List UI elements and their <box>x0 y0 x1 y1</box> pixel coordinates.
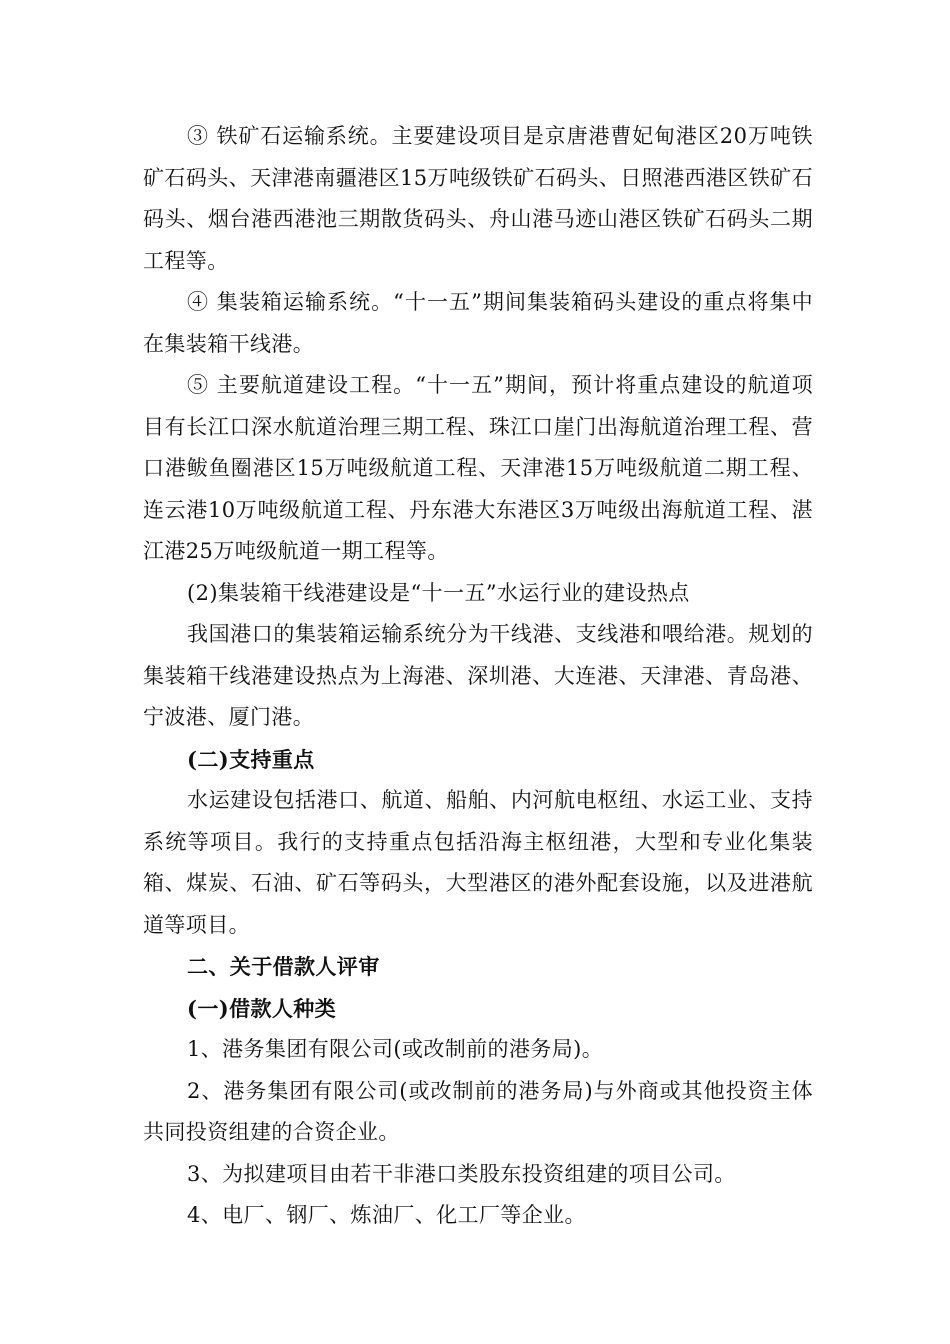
paragraph-container-hub-ports: 我国港口的集装箱运输系统分为干线港、支线港和喂给港。规划的集装箱干线港建设热点为上海港、深圳港、大连港、天津港、青岛港、宁波港、厦门港。 <box>143 622 813 729</box>
list-item-borrower-3: 3、为拟建项目由若干非港口类股东投资组建的项目公司。 <box>187 1161 736 1186</box>
document-body <box>143 116 813 1237</box>
list-item-borrower-1: 1、港务集团有限公司(或改制前的港务局)。 <box>187 1037 604 1061</box>
paragraph-container-system: ④ 集装箱运输系统。“十一五”期间集装箱码头建设的重点将集中在集装箱干线港。 <box>143 290 813 356</box>
list-item-borrower-4: 4、电厂、钢厂、炼油厂、化工厂等企业。 <box>187 1203 586 1227</box>
heading-borrower-review: 二、关于借款人评审 <box>187 954 380 979</box>
list-item-borrower-2: 2、港务集团有限公司(或改制前的港务局)与外商或其他投资主体共同投资组建的合资企业。 <box>143 1078 813 1144</box>
heading-support-focus: (二)支持重点 <box>187 746 315 772</box>
heading-borrower-types: (一)借款人种类 <box>187 995 337 1021</box>
subheading-container-hub-ports: (2)集装箱干线港建设是“十一五”水运行业的建设热点 <box>187 580 690 605</box>
paragraph-support-focus: 水运建设包括港口、航道、船舶、内河航电枢纽、水运工业、支持系统等项目。我行的支持重点包括沿海主枢纽港，大型和专业化集装箱、煤炭、石油、矿石等码头，大型港区的港外配套设施，以及进港航道等项目。 <box>143 788 813 937</box>
paragraph-channel-projects: ⑤ 主要航道建设工程。“十一五”期间，预计将重点建设的航道项目有长江口深水航道治理三期工程、珠江口崖门出海航道治理工程、营口港鲅鱼圈港区15万吨级航道工程、天津港15万吨级航道二期工程、连云港10万吨级航道工程、丹东港大东港区3万吨级出海航道工程、湛江港25万吨级航道一期工程等。 <box>143 373 813 563</box>
paragraph-iron-ore-system: ③ 铁矿石运输系统。主要建设项目是京唐港曹妃甸港区20万吨铁矿石码头、天津港南疆港区15万吨级铁矿石码头、日照港西港区铁矿石码头、烟台港西港池三期散货码头、舟山港马迹山港区铁矿石码头二期工程等。 <box>143 124 813 273</box>
